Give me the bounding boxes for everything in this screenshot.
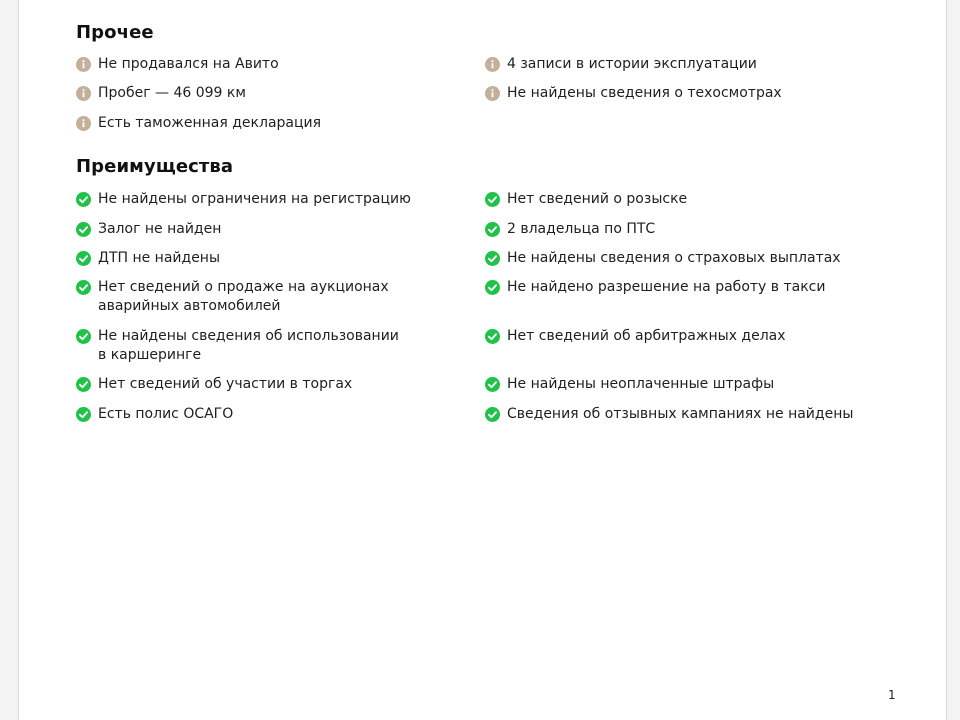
check-circle-icon (76, 222, 91, 237)
advantage-item (76, 327, 471, 365)
check-circle-icon (485, 329, 500, 344)
advantage-item-text: Нет сведений об арбитражных делах (507, 328, 786, 344)
advantage-item-text: Не найдены сведения о страховых выплатах (507, 250, 841, 266)
section-title-other: Прочее (76, 22, 154, 43)
check-circle-icon (76, 280, 91, 295)
check-circle-icon (485, 280, 500, 295)
report-page (18, 0, 947, 720)
advantage-item-text: Не найдены неоплаченные штрафы (507, 376, 775, 392)
other-item (485, 84, 925, 103)
info-icon (76, 57, 91, 72)
advantage-item-text: Нет сведений об участии в торгах (98, 376, 353, 392)
advantage-item (485, 249, 925, 268)
other-item-text: 4 записи в истории эксплуатации (507, 56, 757, 72)
advantage-item (485, 220, 925, 239)
other-item-text: Пробег — 46 099 км (98, 85, 246, 101)
section-title-advantages: Преимущества (76, 156, 234, 177)
advantage-item (485, 405, 925, 424)
other-item (485, 55, 925, 74)
check-circle-icon (76, 377, 91, 392)
advantage-item-text: 2 владельца по ПТС (507, 221, 656, 237)
advantage-item (76, 405, 471, 424)
other-item-text: Не найдены сведения о техосмотрах (507, 85, 782, 101)
other-item (76, 84, 471, 103)
advantage-item-text: Сведения об отзывных кампаниях не найдены (507, 406, 854, 422)
other-item-text: Не продавался на Авито (98, 56, 279, 72)
check-circle-icon (485, 407, 500, 422)
advantage-item (76, 375, 471, 394)
check-circle-icon (485, 251, 500, 266)
advantage-item (485, 278, 925, 297)
other-item (76, 114, 471, 133)
info-icon (485, 86, 500, 101)
advantage-item (485, 327, 925, 346)
advantage-item (76, 278, 471, 316)
advantage-item (485, 190, 925, 209)
advantage-item (76, 220, 471, 239)
page-number: 1 (888, 688, 896, 702)
check-circle-icon (76, 251, 91, 266)
advantage-item-text: Не найдено разрешение на работу в такси (507, 279, 826, 295)
advantage-item (485, 375, 925, 394)
advantage-item-text: Не найдены ограничения на регистрацию (98, 191, 411, 207)
advantage-item (76, 249, 471, 268)
advantage-item-text: Нет сведений о продаже на аукционах аварийных автомобилей (98, 279, 389, 314)
check-circle-icon (76, 407, 91, 422)
other-item (76, 55, 471, 74)
check-circle-icon (485, 377, 500, 392)
info-icon (485, 57, 500, 72)
check-circle-icon (485, 222, 500, 237)
check-circle-icon (76, 192, 91, 207)
other-item-text: Есть таможенная декларация (98, 115, 322, 131)
advantage-item-text: ДТП не найдены (98, 250, 221, 266)
advantage-item-text: Залог не найден (98, 221, 222, 237)
advantage-item-text: Не найдены сведения об использовании в каршеринге (98, 328, 399, 363)
advantage-item (76, 190, 471, 209)
check-circle-icon (76, 329, 91, 344)
info-icon (76, 86, 91, 101)
check-circle-icon (485, 192, 500, 207)
advantage-item-text: Есть полис ОСАГО (98, 406, 234, 422)
info-icon (76, 116, 91, 131)
advantage-item-text: Нет сведений о розыске (507, 191, 688, 207)
